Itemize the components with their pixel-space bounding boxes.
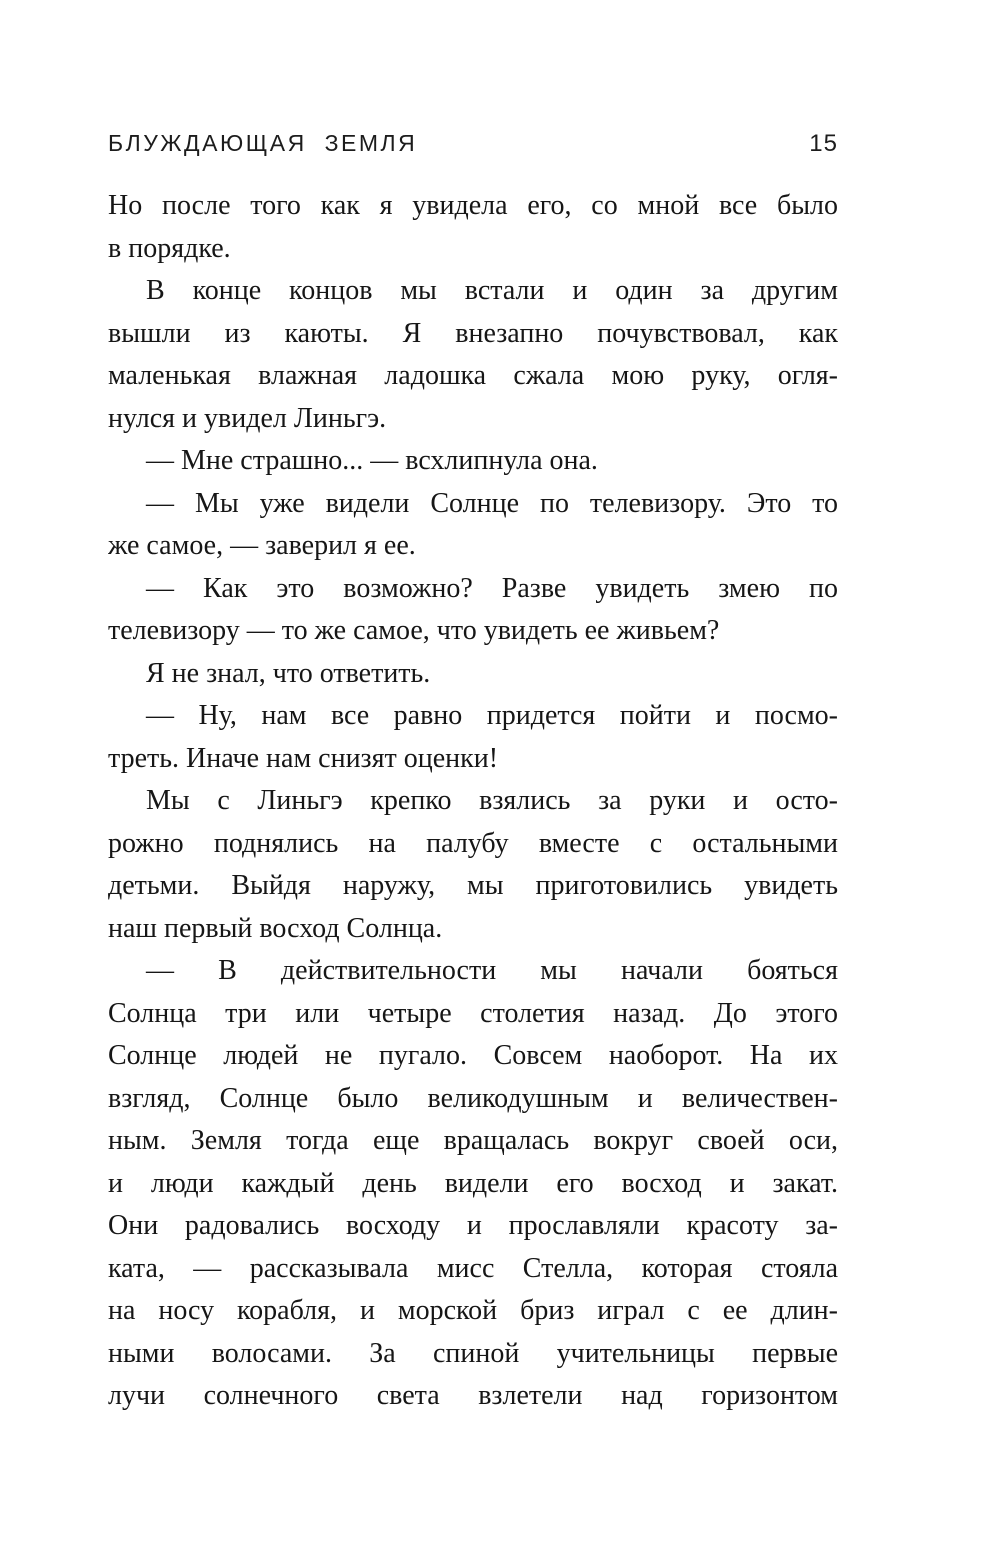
text-line: Но после того как я увидела его, со мной все было (108, 190, 838, 221)
text-line: ным. Земля тогда еще вращалась вокруг своей оси, (108, 1125, 838, 1156)
text-line: на носу корабля, и морской бриз играл с ее длин- (108, 1295, 838, 1326)
text-line: вышли из каюты. Я внезапно почувствовал, как (108, 317, 838, 349)
running-title: БЛУЖДАЮЩАЯ ЗЕМЛЯ (108, 130, 418, 156)
text-line: — Мы уже видели Солнце по телевизору. Это то (146, 487, 838, 519)
text-line: — Мне страшно... — всхлипнула она. (146, 445, 598, 476)
text-line: треть. Иначе нам снизят оценки! (108, 742, 499, 774)
text-line: детьми. Выйдя наружу, мы приготовились увидеть (108, 870, 838, 901)
text-line: взгляд, Солнце было великодушным и величествен- (108, 1082, 838, 1114)
page-number: 15 (809, 130, 838, 157)
body-text (108, 185, 838, 1418)
page-header (108, 131, 838, 156)
text-line: маленькая влажная ладошка сжала мою руку, огля- (108, 360, 838, 391)
text-line: Они радовались восходу и прославляли красоту за- (108, 1210, 838, 1241)
text-line: Солнца три или четыре столетия назад. До этого (108, 997, 838, 1029)
text-line: же самое, — заверил я ее. (108, 530, 416, 561)
text-line: и люди каждый день видели его восход и закат. (108, 1167, 838, 1199)
text-line: В конце концов мы встали и один за другим (146, 275, 838, 306)
text-line: в порядке. (108, 232, 231, 264)
text-line: рожно поднялись на палубу вместе с остальными (108, 827, 838, 859)
text-line: — Ну, нам все равно придется пойти и посмо- (146, 700, 838, 731)
text-line: Мы с Линьгэ крепко взялись за руки и осто- (146, 785, 838, 816)
text-line: лучи солнечного света взлетели над горизонтом (108, 1380, 838, 1411)
text-line: — Как это возможно? Разве увидеть змею по (146, 572, 838, 604)
text-line: нулся и увидел Линьгэ. (108, 402, 387, 434)
text-line: — В действительности мы начали бояться (146, 955, 838, 986)
text-line: ката, — рассказывала мисс Стелла, которая стояла (108, 1252, 838, 1284)
text-line: Солнце людей не пугало. Совсем наоборот. На их (108, 1040, 838, 1071)
text-line: Я не знал, что ответить. (146, 657, 431, 689)
text-line: наш первый восход Солнца. (108, 912, 443, 944)
text-line: ными волосами. За спиной учительницы первые (108, 1337, 838, 1369)
text-line: телевизору — то же самое, что увидеть ее живьем? (108, 615, 720, 646)
